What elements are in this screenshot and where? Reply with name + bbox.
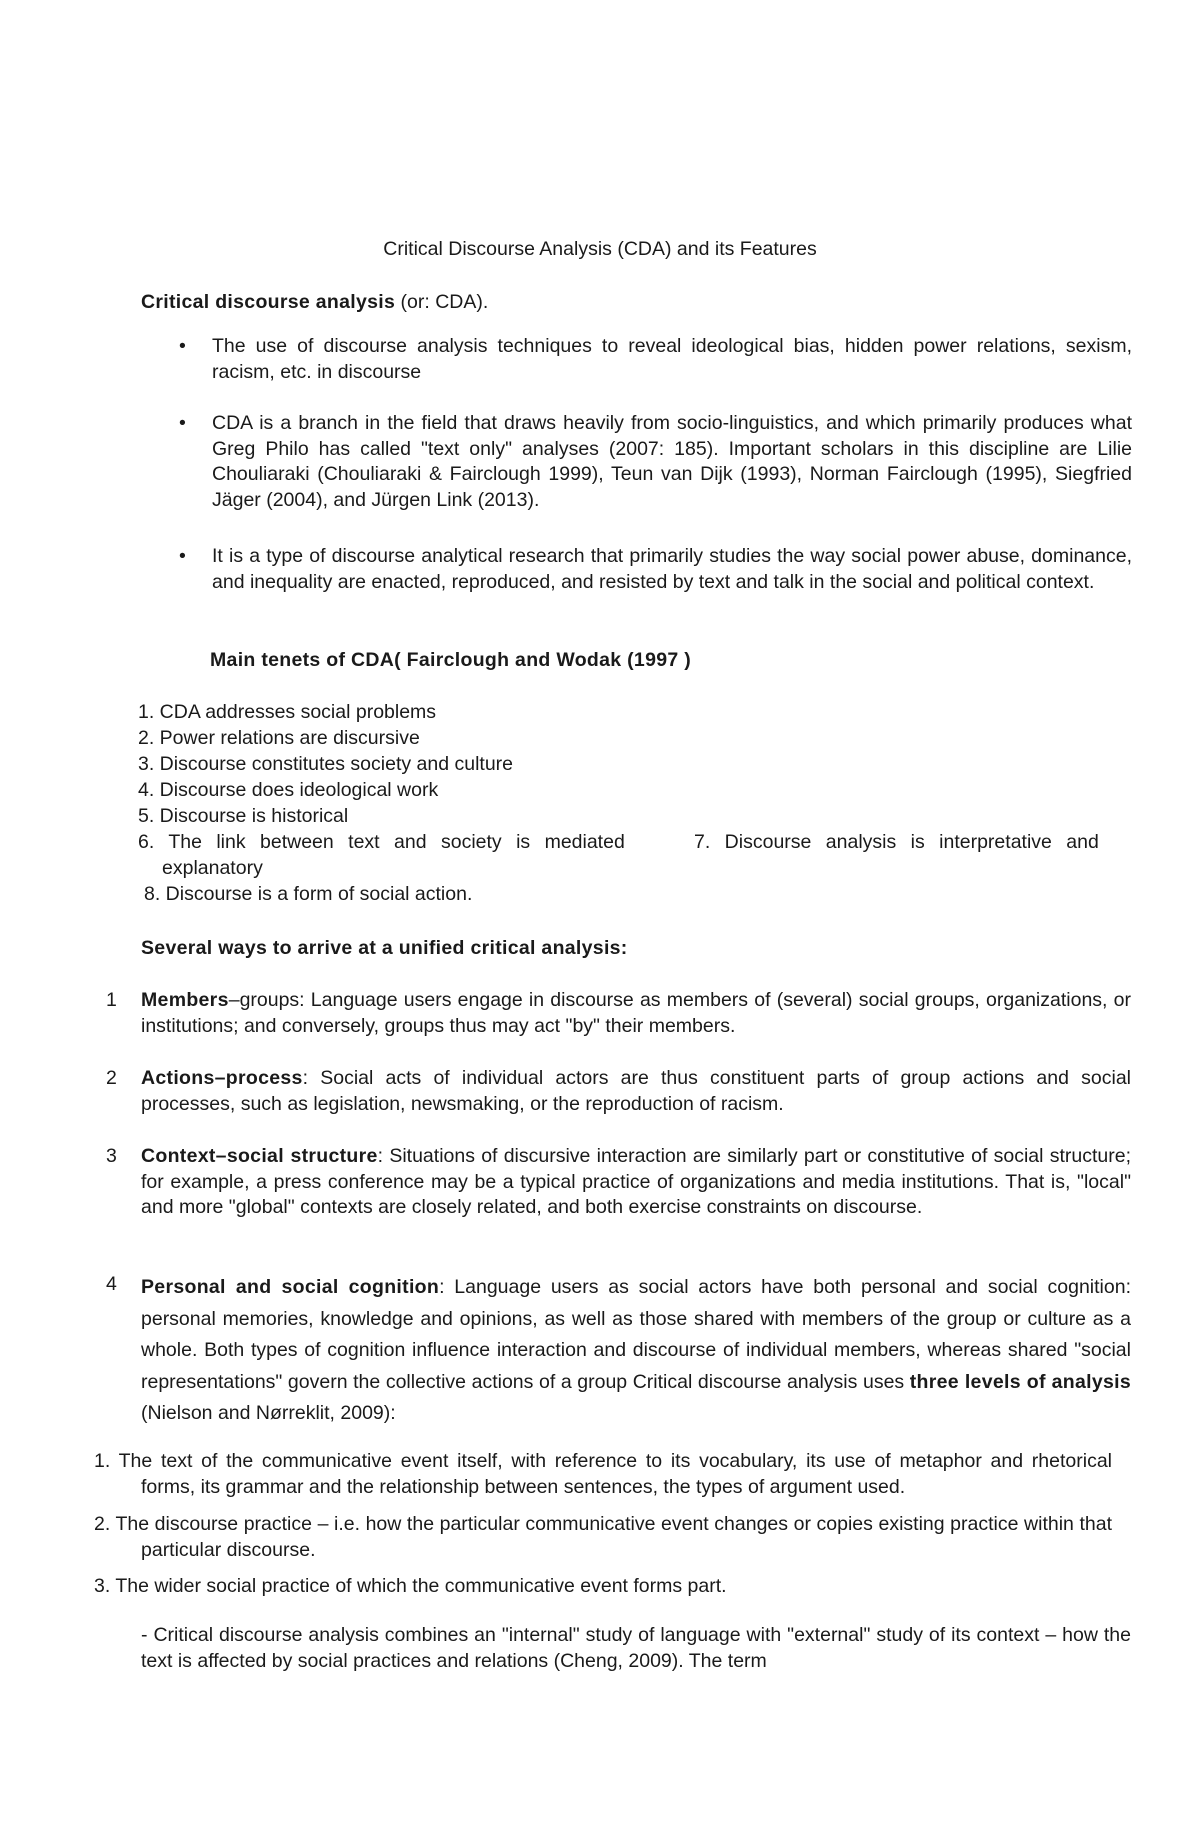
level-item-1: 1. The text of the communicative event itself, with reference to its vocabulary, its use of metaphor and rhetorical forms, its grammar and the relationship between sentences, the types of argument used. <box>94 1450 1112 1498</box>
way-number: 2 <box>106 1067 117 1089</box>
tenet-item: 3. Discourse constitutes society and culture <box>138 753 514 775</box>
way-text: –groups: Language users engage in discourse as members of (several) social groups, organizations, or institutions; and conversely, groups thus may act "by" their members. <box>141 989 1131 1037</box>
bullet-item-3 <box>179 544 1132 595</box>
definition-line <box>141 290 1041 316</box>
way-item-2 <box>141 1066 1131 1117</box>
way-text: : Social acts of individual actors are thus constituent parts of group actions and social processes, such as legislation, newsmaking, or the reproduction of racism. <box>141 1067 1131 1115</box>
bullet-text: The use of discourse analysis techniques to reveal ideological bias, hidden power relations, sexism, racism, etc. in discourse <box>212 335 1132 383</box>
bullet-icon: • <box>179 335 186 357</box>
way-term: Personal and social cognition <box>141 1276 440 1298</box>
tenet-item: 4. Discourse does ideological work <box>138 779 439 801</box>
way-tail: (Nielson and Nørreklit, 2009): <box>141 1402 396 1424</box>
tenet-item: 2. Power relations are discursive <box>138 727 420 749</box>
tenet-item: 1. CDA addresses social problems <box>138 701 437 723</box>
way-text: : Situations of discursive interaction are similarly part or constitutive of social structure; for example, a press conference may be a typical practice of organizations and media institutions. That is, "local" and more "global" contexts are closely related, and both exercise constraints on discourse. <box>141 1145 1131 1218</box>
definition-rest: (or: CDA). <box>395 291 489 313</box>
way-number: 4 <box>106 1273 117 1295</box>
level-item-2: 2. The discourse practice – i.e. how the particular communicative event changes or copies existing practice within that particular discourse. <box>94 1513 1112 1561</box>
bullet-item-2 <box>179 411 1132 513</box>
bullet-item-1 <box>179 334 1132 385</box>
ways-heading: Several ways to arrive at a unified critical analysis: <box>141 937 628 959</box>
way-item-4 <box>141 1272 1131 1430</box>
tenet-item: 5. Discourse is historical <box>138 805 349 827</box>
tenets-heading: Main tenets of CDA( Fairclough and Wodak (1997 ) <box>210 649 692 671</box>
way-term: Context–social structure <box>141 1145 378 1167</box>
way-term: Actions–process <box>141 1067 303 1089</box>
way-bold-tail: three levels of analysis <box>909 1370 1132 1393</box>
way-item-1 <box>141 988 1131 1039</box>
definition-term: Critical discourse analysis <box>141 291 396 313</box>
bullet-text: It is a type of discourse analytical research that primarily studies the way social power abuse, dominance, and inequality are enacted, reproduced, and resisted by text and talk in the social and political context. <box>212 545 1132 593</box>
closing-paragraph: - Critical discourse analysis combines an "internal" study of language with "external" study of its context – how the text is affected by social practices and relations (Cheng, 2009). The term <box>141 1624 1131 1672</box>
way-number: 3 <box>106 1145 117 1167</box>
level-item-3: 3. The wider social practice of which the communicative event forms part. <box>94 1575 727 1597</box>
tenet-item-continued: explanatory <box>162 857 263 879</box>
tenet-item: 7. Discourse analysis is interpretative and <box>694 831 1099 853</box>
bullet-text: CDA is a branch in the field that draws heavily from socio-linguistics, and which primarily produces what Greg Philo has called "text only" analyses (2007: 185). Important scholars in this discipline are Lilie Chouliaraki (Chouliaraki & Fairclough 1999), Teun van Dijk (1993), Norman Fairclough (1995), Siegfried Jäger (2004), and Jürgen Link (2013). <box>212 412 1132 511</box>
document-title: Critical Discourse Analysis (CDA) and its Features <box>383 238 817 260</box>
bullet-icon: • <box>179 545 186 567</box>
way-number: 1 <box>106 989 117 1011</box>
tenet-item: 6. The link between text and society is mediated <box>138 831 625 853</box>
tenet-item: 8. Discourse is a form of social action. <box>144 883 473 905</box>
way-item-3 <box>141 1144 1131 1221</box>
way-term: Members <box>141 989 229 1011</box>
bullet-icon: • <box>179 412 186 434</box>
way-text: : Language users as social actors have both personal and social cognition: personal memories, knowledge and opinions, as well as those shared with members of the group or culture as a whole. Both types of cognition influence interaction and discourse of individual members, whereas shared "social representations" govern the collective actions of a group Critical discourse analysis uses <box>141 1276 1131 1393</box>
